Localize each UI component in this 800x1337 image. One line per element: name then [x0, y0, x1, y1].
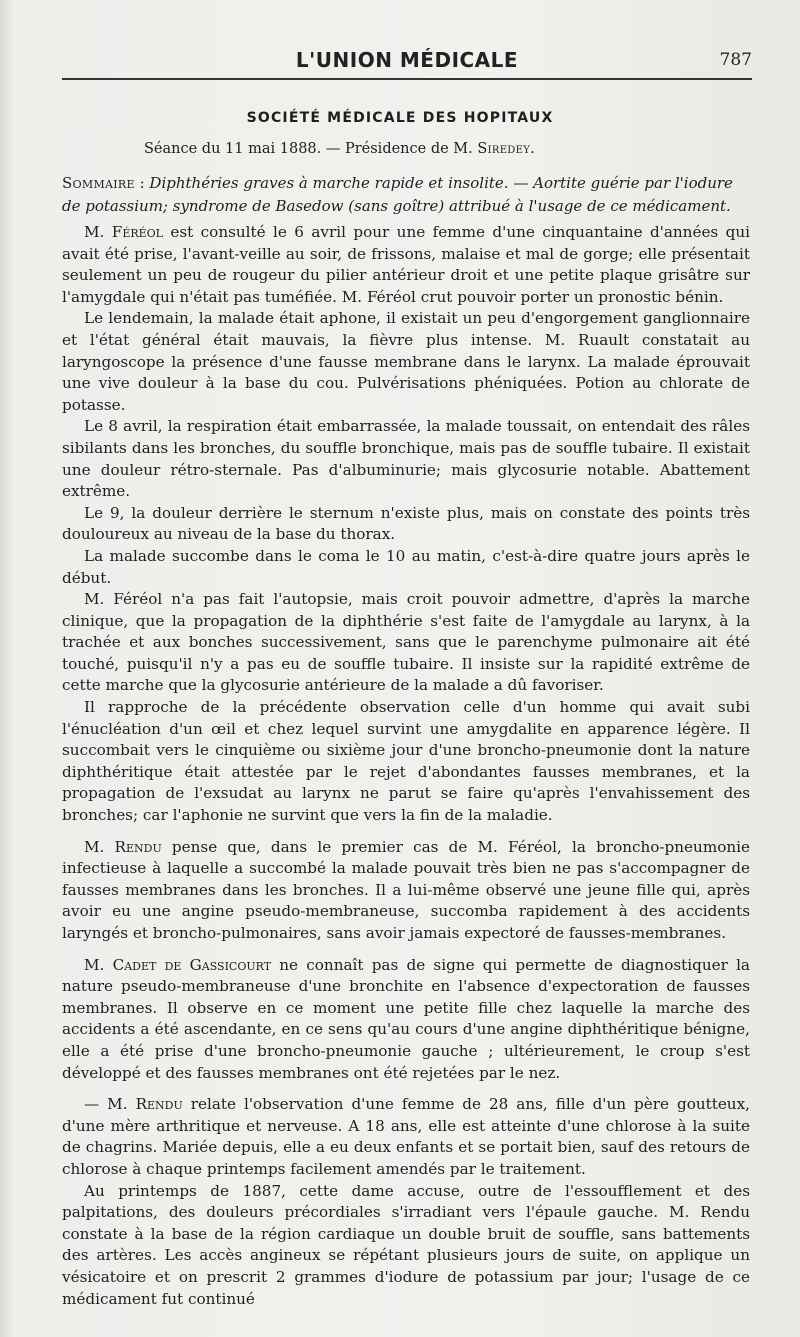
session-text: Séance du 11 mai 1888. — Présidence de M. [144, 141, 478, 157]
speaker-name: M. Cadet de Gassicourt [84, 955, 272, 974]
dash-prefix: — M. [84, 1095, 136, 1114]
page-header [62, 44, 752, 74]
paragraph: Le 9, la douleur derrière le sternum n'existe plus, mais on constate des points très douloureux au niveau de la base du thorax. [62, 503, 750, 544]
speaker-name: M. Rendu [84, 837, 162, 856]
article-body [62, 222, 750, 1310]
paragraph: Il rapproche de la précédente observation celle d'un homme qui avait subi l'énucléation d'un œil et chez lequel survint une amygdalite en apparence légère. Il succombait vers le cinquième ou sixième jour d'une broncho-pneumonie dont la nature diphthéritique était attestée par le rejet d'abondantes fausses membranes, et la propagation de l'exsudat au larynx ne parut se faire qu'après l'envahissement des bronches; car l'aphonie ne survint que vers la fin de la maladie. [62, 698, 750, 825]
header-rule [62, 78, 752, 80]
summary-item-1: Diphthéries graves à marche rapide et insolite. [149, 174, 509, 192]
paragraph [62, 1094, 750, 1180]
paragraph [62, 837, 750, 945]
paragraph-text: relate l'observation d'une femme de 28 ans, fille d'un père goutteux, d'une mère arthritique et nerveuse. A 18 ans, elle est atteinte d'une chlorose à la suite de chagrins. Mariée depuis, elle a eu deux enfants et se portait bien, sauf des retours de chlorose à chaque printemps facilement amendés par le traitement. [62, 1095, 750, 1178]
summary-dash: — [508, 174, 534, 192]
paragraph: Le lendemain, la malade était aphone, il existait un peu d'engorgement ganglionnaire et l'état général était mauvais, la fièvre plus intense. M. Ruault constatait au laryngoscope la présence d'une fausse membrane dans le larynx. La malade éprouvait une vive douleur à la base du cou. Pulvérisations phéniquées. Potion au chlorate de potasse. [62, 309, 750, 414]
summary-label: Sommaire [62, 174, 135, 192]
paragraph-text: est consulté le 6 avril pour une femme d'une cinquantaine d'années qui avait été prise, l'avant-veille au soir, de frissons, malaise et mal de gorge; elle présentait seulement un peu de rougeur du pilier antérieur droit et une petite plaque grisâtre sur l'amygdale qui n'était pas tuméfiée. M. Féréol crut pouvoir porter un pronostic bénin. [62, 223, 750, 306]
paragraph: Au printemps de 1887, cette dame accuse, outre de l'essoufflement et des palpitations, des douleurs précordiales s'irradiant vers l'épaule gauche. M. Rendu constate à la base de la région cardiaque un double bruit de souffle, sans battements des artères. Les accès angineux se répétant plusieurs jours de suite, on applique un vésicatoire et on prescrit 2 grammes d'iodure de potassium par jour; l'usage de ce médicament fut continué [62, 1181, 750, 1308]
summary-item-2: Aortite guérie par l'iodure de potassium; syndrome de Basedow (sans goître) attribué à l'usage de ce médicament. [62, 174, 733, 215]
paragraph: Le 8 avril, la respiration était embarrassée, la malade toussait, on entendait des râles sibilants dans les bronches, du souffle bronchique, mais pas de souffle tubaire. Il existait une douleur rétro-sternale. Pas d'albuminurie; mais glycosurie notable. Abattement extrême. [62, 417, 750, 501]
paragraph-text: ne connaît pas de signe qui permette de diagnostiquer la nature pseudo-membraneuse d'une bronchite en l'absence d'expectoration de fausses membranes. Il observe en ce moment une petite fille chez laquelle la marche des accidents a été ascendante, en ce sens qu'au cours d'une angine diphthéritique bénigne, elle a été prise d'une broncho-pneumonie gauche ; ultérieurement, le croup s'est développé et des fausses membranes ont été rejetées par le nez. [62, 955, 750, 1082]
session-end: . [530, 141, 535, 157]
paragraph [62, 955, 750, 1085]
paragraph [62, 222, 750, 308]
paragraph-text: pense que, dans le premier cas de M. Féréol, la broncho-pneumonie infectieuse à laquelle a succombé la malade pouvait très bien ne pas s'accompagner de fausses membranes dans les bronches. Il a lui-même observé une jeune fille qui, après avoir eu une angine pseudo-membraneuse, succomba rapidement à des accidents laryngés et broncho-pulmonaires, sans avoir jamais expectoré de fausses-membranes. [62, 837, 750, 942]
summary-sep: : [134, 174, 150, 192]
page-number: 787 [719, 50, 752, 70]
paragraph: La malade succombe dans le coma le 10 au matin, c'est-à-dire quatre jours après le début. [62, 546, 750, 587]
session-president: Siredey [477, 141, 531, 157]
running-title: L'UNION MÉDICALE [295, 48, 519, 72]
section-title: SOCIÉTÉ MÉDICALE DES HOPITAUX [246, 110, 554, 126]
summary [62, 172, 748, 218]
paragraph: M. Féréol n'a pas fait l'autopsie, mais croit pouvoir admettre, d'après la marche clinique, que la propagation de la diphthérie s'est faite de l'amygdale au larynx, à la trachée et aux bonches successivement, sans que le parenchyme pulmonaire ait été touché, puisqu'il n'y a pas eu de souffle tubaire. Il insiste sur la rapidité extrême de cette marche que la glycosurie antérieure de la malade a dû favoriser. [62, 590, 750, 695]
speaker-name: M. Féréol [84, 223, 163, 241]
speaker-name: Rendu [135, 1095, 183, 1114]
session-line [144, 141, 535, 157]
